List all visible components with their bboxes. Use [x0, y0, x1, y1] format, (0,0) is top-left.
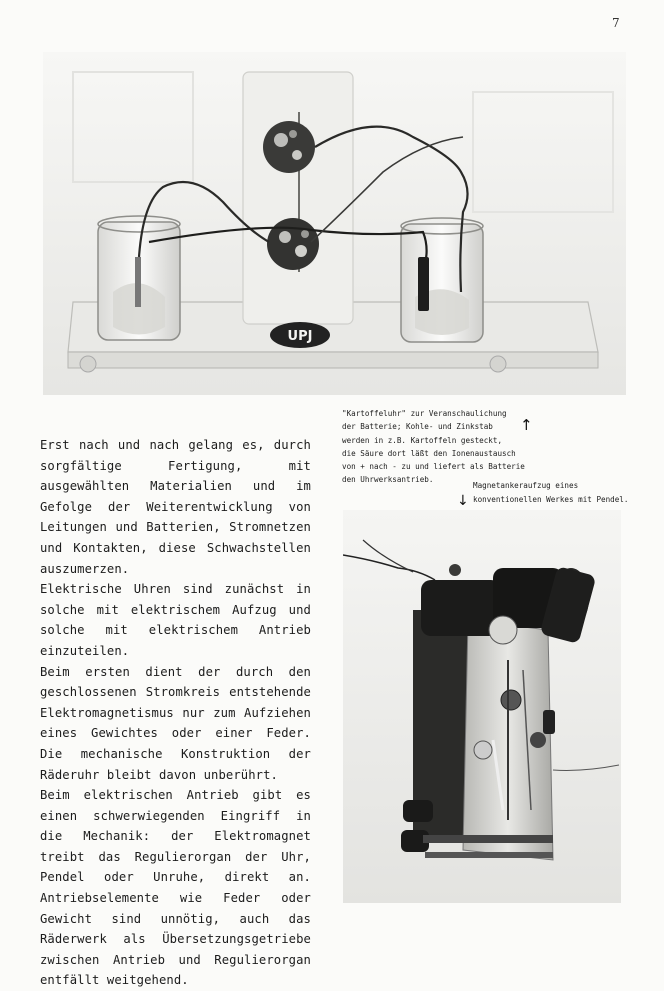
arrow-up-icon: ↑	[520, 416, 533, 434]
potato-clock-photo	[43, 52, 626, 395]
magnetic-winding-movement-photo	[343, 510, 621, 903]
paragraph-1: Erst nach und nach gelang es, durch sorgfältige Fertigung, mit ausgewählten Materialien und im Gefolge der Weiterentwicklung von Leitungen und Batterien, Stromnetzen und Kontakten, diese Schwachstellen auszumerzen.	[40, 438, 311, 576]
potato-clock-caption: "Kartoffeluhr" zur Veranschaulichung der Batterie; Kohle- und Zinkstab werden in z.B. Kartoffeln gesteckt, die Säure dort läßt den Ionenaustausch von + nach - zu und liefert als Batterie den Uhrwerksantrieb.	[342, 409, 525, 485]
paragraph-4: Beim elektrischen Antrieb gibt es einen schwerwiegenden Eingriff in die Mechanik: der Elektromagnet treibt das Regulierorgan der Uhr, Pendel oder Unruhe, direkt an. Antriebselemente wie Feder oder Gewicht sind unnötig, auch das Räderwerk als Übersetzungsgetriebe zwischen Antrieb und Regulierorgan entfällt weitgehend.	[40, 788, 311, 988]
paragraph-3: Beim ersten dient der durch den geschlossenen Stromkreis entstehende Elektromagnetismus nur zum Aufziehen eines Gewichtes oder einer Feder. Die mechanische Konstruktion der Räderuhr bleibt davon unberührt.	[40, 664, 311, 782]
paragraph-2: Elektrische Uhren sind zunächst in solche mit elektrischem Aufzug und solche mit elektrischem Antrieb einzuteilen.	[40, 582, 311, 658]
magnet-winding-caption: Magnetankeraufzug eines konventionellen Werkes mit Pendel.	[473, 481, 629, 504]
arrow-down-icon: ↓	[457, 493, 469, 509]
upj-logo: UPJ	[287, 329, 313, 344]
page-number: 7	[612, 16, 620, 30]
article-body	[40, 435, 311, 991]
